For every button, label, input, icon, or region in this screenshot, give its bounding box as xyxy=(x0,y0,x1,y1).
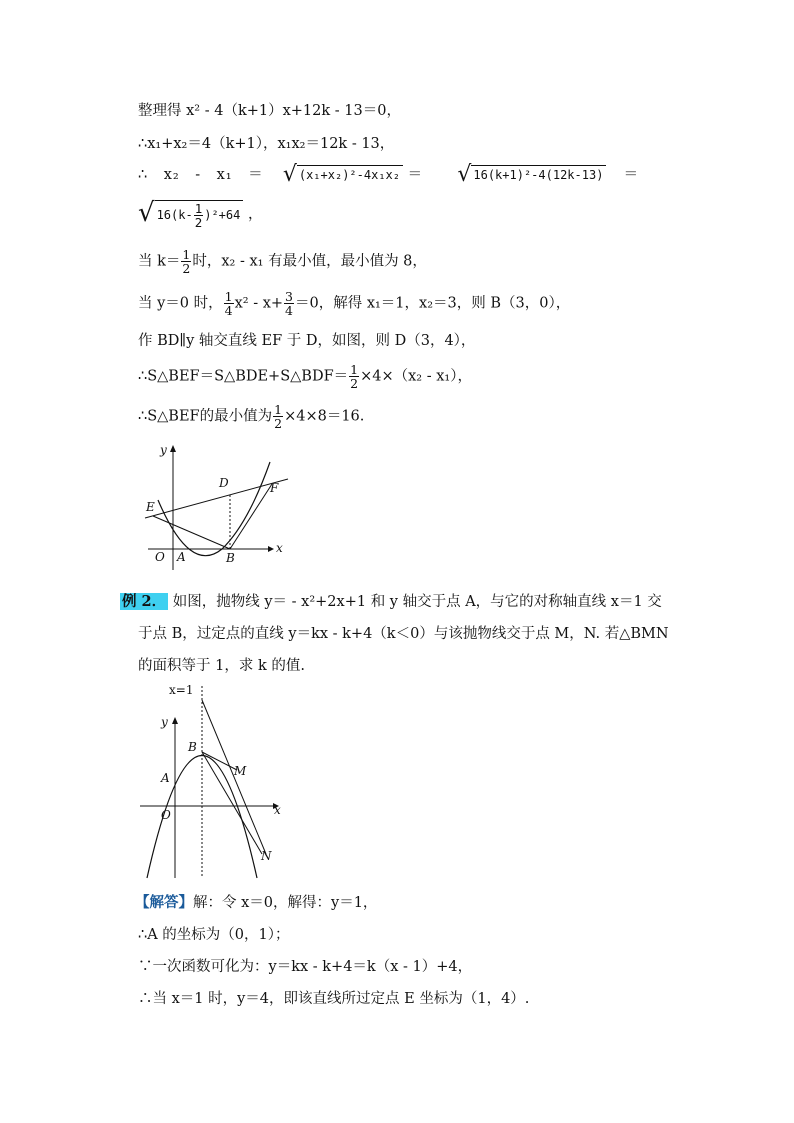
equation-text: ∴x₁+x₂＝4（k+1），x₁x₂＝12k - 13， xyxy=(138,136,395,152)
example-2-line-2: 于点 B，过定点的直线 y＝kx - k+4（k＜0）与该抛物线交于点 M，N. 若△BMN xyxy=(138,626,669,642)
y-axis-arrow-icon xyxy=(172,717,178,724)
fraction: $\frac{1}{4}$ xyxy=(224,289,233,318)
label-d: D xyxy=(219,476,229,490)
label-e: E xyxy=(146,500,155,514)
label-o: O xyxy=(155,550,165,564)
equation-text: ∴ x₂ - x₁ ＝ xyxy=(138,167,264,183)
label-y: y xyxy=(161,715,168,729)
sqrt-icon: √ xyxy=(282,162,297,187)
sqrt-expression: √ 16(k- $\frac{1}{2}$ )²+64 xyxy=(138,200,243,229)
x-axis-arrow-icon xyxy=(268,546,274,552)
label-o: O xyxy=(161,808,171,822)
solution-line-3: ∴ x₂ - x₁ ＝ √ (x₁+x₂)²-4x₁x₂ ＝ √ 16(k+1)²-4(12k-13) ＝ xyxy=(138,162,639,187)
figure-2-parabola xyxy=(135,678,295,888)
answer-line-3: ∵一次函数可化为：y＝kx - k+4＝k（x - 1）+4， xyxy=(138,959,473,975)
solution-line-7: 作 BD∥y 轴交直线 EF 于 D，如图，则 D（3，4）， xyxy=(138,333,476,349)
label-a: A xyxy=(177,550,186,564)
solution-line-6: 当 y＝0 时， $\frac{1}{4}$ x² - x+ $\frac{3}{4}$ ＝0，解得 x₁＝1，x₂＝3，则 B（3，0）， xyxy=(138,289,571,318)
solution-line-4: √ 16(k- $\frac{1}{2}$ )²+64 ， xyxy=(138,198,263,230)
example-2-line-1: 例 2． 如图，抛物线 y＝ - x²+2x+1 和 y 轴交于点 A，与它的对称轴直线 x＝1 交 xyxy=(122,593,662,610)
sqrt-expression: √ 16(k+1)²-4(12k-13) xyxy=(457,165,606,185)
label-y: y xyxy=(160,443,167,457)
sqrt-icon: √ xyxy=(138,198,155,228)
answer-line-1: 【解答】解：令 x＝0，解得：y＝1， xyxy=(135,894,378,911)
segment-eb xyxy=(153,516,230,549)
fraction: $\frac{3}{4}$ xyxy=(285,289,293,318)
label-b: B xyxy=(226,551,235,565)
equation-text: 整理得 x² - 4（k+1）x+12k - 13＝0， xyxy=(138,103,401,119)
label-n: N xyxy=(261,849,272,863)
figure-1-parabola xyxy=(140,440,300,580)
sqrt-icon: √ xyxy=(457,162,472,187)
answer-line-2: ∴A 的坐标为（0，1）； xyxy=(138,927,290,943)
label-m: M xyxy=(234,764,247,778)
fraction: $\frac{1}{2}$ xyxy=(274,402,283,431)
label-x1: x=1 xyxy=(169,683,194,697)
example-label: 例 2． xyxy=(122,593,167,610)
solution-line-2 xyxy=(138,134,394,154)
solution-line-8: ∴S△BEF＝S△BDE+S△BDF＝ $\frac{1}{2}$ ×4×（x₂ - x₁）， xyxy=(138,362,472,391)
solution-line-5: 当 k＝ $\frac{1}{2}$ 时，x₂ - x₁ 有最小值，最小值为 8， xyxy=(138,247,427,276)
label-b: B xyxy=(188,740,197,754)
fraction: $\frac{1}{2}$ xyxy=(194,201,203,230)
answer-tag: 【解答】 xyxy=(135,894,193,911)
solution-line-9: ∴S△BEF的最小值为 $\frac{1}{2}$ ×4×8＝16. xyxy=(138,402,365,431)
label-f: F xyxy=(270,481,279,495)
sqrt-expression: √ (x₁+x₂)²-4x₁x₂ xyxy=(283,165,403,185)
y-axis-arrow-icon xyxy=(170,445,176,452)
segment-fb xyxy=(230,484,272,549)
label-x: x xyxy=(274,803,281,817)
fraction: $\frac{1}{2}$ xyxy=(350,362,359,391)
solution-line-1 xyxy=(138,101,401,121)
label-x: x xyxy=(276,541,283,555)
label-a: A xyxy=(161,771,170,785)
fraction: $\frac{1}{2}$ xyxy=(182,247,191,276)
line-ef xyxy=(145,479,288,518)
answer-line-4: ∴当 x＝1 时，y＝4，即该直线所过定点 E 坐标为（1，4）. xyxy=(138,991,530,1007)
example-2-line-3: 的面积等于 1，求 k 的值. xyxy=(138,658,305,674)
